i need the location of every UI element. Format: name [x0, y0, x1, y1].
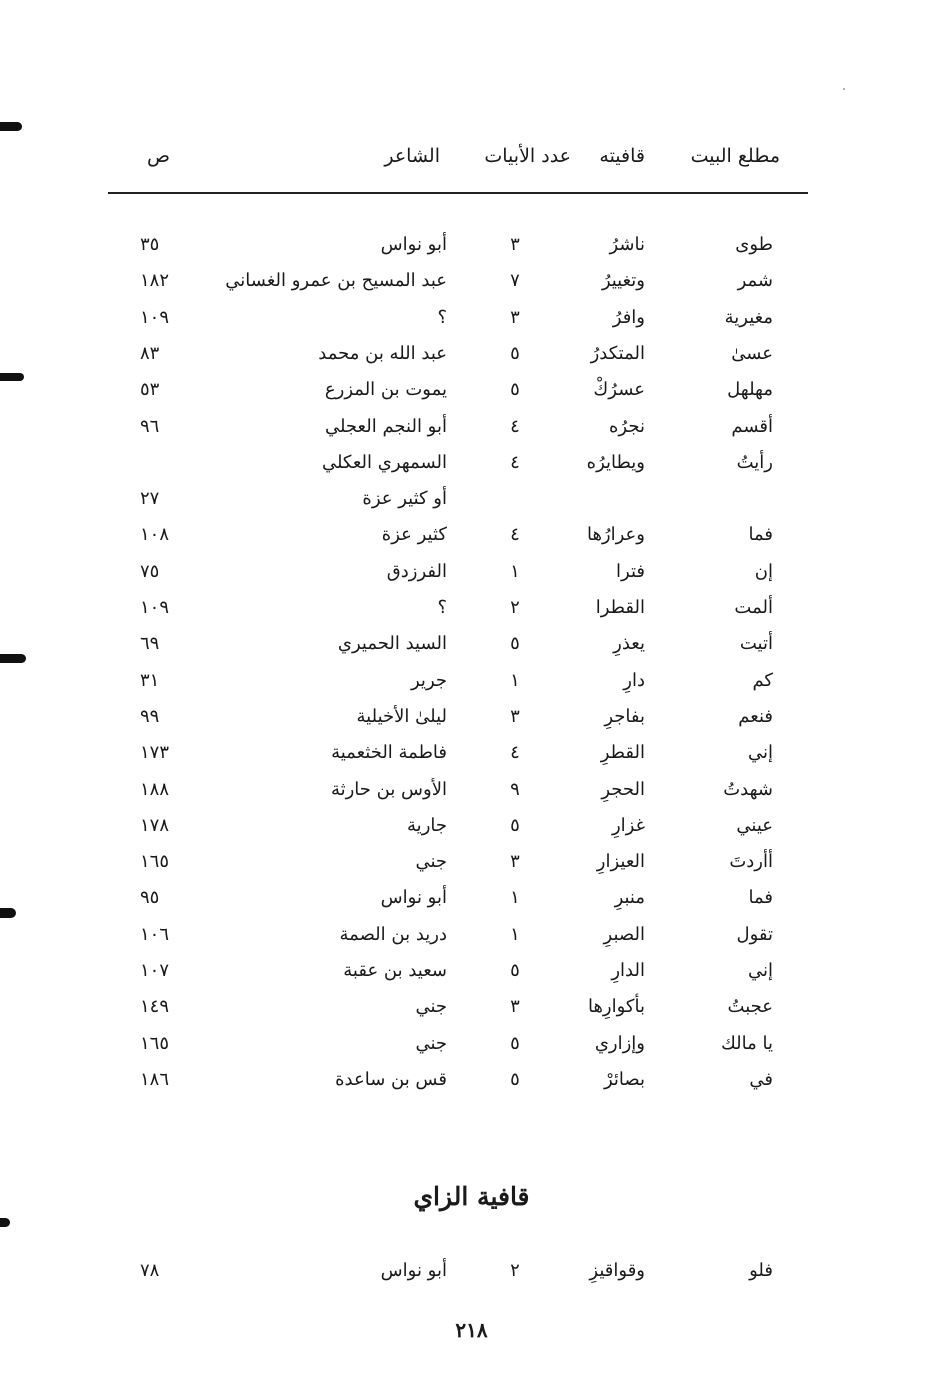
cell-qafia: بصائرْ: [603, 1068, 645, 1090]
table-row: [0, 1033, 943, 1067]
table-row: [0, 887, 943, 921]
cell-page: ٢٧: [140, 488, 160, 510]
cell-matla: مهلهل: [727, 379, 773, 401]
cell-count: ١: [510, 669, 520, 691]
cell-qafia: بفاجرِ: [604, 705, 645, 727]
cell-page: ١٠٩: [140, 597, 170, 618]
table-row: [0, 815, 943, 849]
cell-page: ٣٥: [140, 234, 160, 255]
cell-page: ١٨٢: [140, 270, 170, 292]
table-row: [0, 779, 943, 813]
cell-matla: شهدتُ: [723, 778, 773, 800]
cell-matla: عسىٰ: [731, 342, 773, 364]
cell-poet: جرير: [411, 669, 447, 691]
cell-qafia: ناشرُ: [609, 234, 645, 255]
cell-poet: عبد المسيح بن عمرو الغساني: [225, 270, 447, 292]
cell-qafia: المتكدرُ: [590, 342, 645, 364]
cell-poet: ؟: [437, 597, 447, 618]
table-row: [0, 416, 943, 450]
cell-matla: عجبتُ: [727, 996, 773, 1018]
cell-count: ٤: [510, 742, 520, 764]
cell-poet: دريد بن الصمة: [339, 923, 447, 945]
cell-count: ٣: [510, 851, 520, 873]
table-row: [0, 488, 943, 522]
cell-matla: أتيت: [739, 633, 773, 655]
cell-count: ٣: [510, 705, 520, 727]
cell-poet: أبو نواس: [380, 234, 447, 255]
cell-poet: جني: [415, 1032, 447, 1054]
cell-matla: في: [749, 1068, 773, 1090]
cell-poet: كثير عزة: [381, 524, 447, 546]
cell-qafia: دارِ: [623, 669, 645, 691]
cell-page: ١٤٩: [140, 996, 170, 1018]
cell-page: ٩٥: [140, 887, 160, 909]
cell-matla: كم: [752, 669, 773, 691]
cell-poet: أبو نواس: [380, 1260, 447, 1281]
cell-page: ٦٩: [140, 633, 160, 655]
cell-count: ٣: [510, 234, 520, 255]
cell-qafia: فترا: [616, 560, 645, 582]
cell-count: ٥: [510, 960, 520, 981]
table-row: [0, 1260, 943, 1294]
cell-matla: يا مالك: [721, 1032, 773, 1054]
cell-qafia: وعرارُها: [586, 524, 645, 546]
cell-poet: السمهري العكلي: [321, 451, 447, 473]
cell-poet: أبو النجم العجلي: [324, 415, 447, 437]
table-row: [0, 379, 943, 413]
header-qafia: قافيته: [599, 145, 645, 167]
cell-page: ١٨٨: [140, 778, 170, 800]
cell-matla: رأيتُ: [736, 451, 773, 473]
table-row: [0, 960, 943, 994]
cell-count: ٥: [510, 633, 520, 655]
cell-poet: عبد الله بن محمد: [318, 342, 447, 364]
cell-qafia: وتغييرُ: [601, 270, 645, 292]
cell-matla: أقسم: [731, 415, 773, 437]
cell-matla: مغيرية: [724, 306, 773, 328]
cell-count: ٥: [510, 1032, 520, 1054]
cell-page: ٧٥: [140, 560, 160, 582]
cell-matla: إن: [754, 560, 773, 582]
cell-qafia: عسرُكْ: [593, 379, 645, 401]
header-poet: الشاعر: [384, 145, 440, 167]
cell-count: ٣: [510, 306, 520, 328]
cell-count: ١: [510, 923, 520, 945]
table-row: [0, 524, 943, 558]
cell-poet: أبو نواس: [380, 887, 447, 909]
page-number: ٢١٨: [455, 1318, 488, 1342]
cell-poet: يموت بن المزرع: [324, 379, 447, 401]
table-row: [0, 1069, 943, 1103]
cell-page: ١٦٥: [140, 1032, 170, 1054]
cell-count: ٤: [510, 524, 520, 546]
cell-count: ٩: [510, 778, 520, 800]
table-row: [0, 742, 943, 776]
cell-matla: أأردتَ: [729, 851, 773, 873]
table-row: [0, 307, 943, 341]
cell-matla: شمر: [737, 270, 773, 292]
cell-matla: ألمت: [734, 597, 773, 618]
cell-count: ٥: [510, 342, 520, 364]
cell-poet: جني: [415, 851, 447, 873]
cell-poet: ؟: [437, 306, 447, 328]
table-row: [0, 633, 943, 667]
cell-qafia: وإزاري: [594, 1032, 645, 1054]
cell-poet: قس بن ساعدة: [335, 1068, 447, 1090]
cell-count: ٥: [510, 379, 520, 401]
cell-poet: الأوس بن حارثة: [330, 778, 447, 800]
cell-matla: إني: [747, 960, 773, 981]
table-row: [0, 924, 943, 958]
cell-qafia: العيزارِ: [596, 851, 645, 873]
table-row: [0, 996, 943, 1030]
cell-poet: أو كثير عزة: [362, 488, 447, 510]
table-row: [0, 234, 943, 268]
cell-page: ٩٦: [140, 415, 160, 437]
cell-page: ١٧٨: [140, 814, 170, 836]
cell-count: ٢: [510, 597, 520, 618]
cell-qafia: الصبرِ: [603, 923, 645, 945]
cell-page: ١٠٩: [140, 306, 170, 328]
table-row: [0, 706, 943, 740]
cell-page: ٨٣: [140, 342, 160, 364]
cell-page: ٧٨: [140, 1260, 160, 1281]
cell-qafia: الدارِ: [611, 960, 645, 981]
speck: [843, 88, 845, 90]
cell-count: ١: [510, 887, 520, 909]
table-row: [0, 597, 943, 631]
cell-matla: فنعم: [738, 705, 773, 727]
cell-page: ١٨٦: [140, 1068, 170, 1090]
cell-poet: جارية: [407, 814, 447, 836]
cell-matla: فما: [748, 887, 773, 909]
table-row: [0, 670, 943, 704]
cell-matla: طوى: [735, 234, 773, 255]
cell-count: ٤: [510, 451, 520, 473]
cell-matla: فلو: [749, 1260, 773, 1281]
cell-qafia: يعذرِ: [613, 633, 645, 655]
cell-count: ٤: [510, 415, 520, 437]
cell-page: ٥٣: [140, 379, 160, 401]
table-row: [0, 343, 943, 377]
table-row: [0, 561, 943, 595]
cell-matla: عيني: [736, 814, 773, 836]
cell-page: ١٧٣: [140, 742, 170, 764]
cell-qafia: بأكوارِها: [587, 996, 645, 1018]
cell-qafia: نجرُه: [609, 415, 645, 437]
cell-page: ٩٩: [140, 705, 160, 727]
cell-page: ١٦٥: [140, 851, 170, 873]
cell-qafia: الحجرِ: [601, 778, 645, 800]
cell-poet: فاطمة الخثعمية: [331, 742, 447, 764]
cell-qafia: غزارِ: [611, 814, 645, 836]
cell-page: ١٠٧: [140, 960, 170, 981]
cell-count: ٢: [510, 1260, 520, 1281]
header-page: ص: [147, 145, 170, 167]
header-count: عدد الأبيات: [484, 145, 571, 167]
cell-qafia: ويطايرُه: [586, 451, 645, 473]
table-row: [0, 270, 943, 304]
table-row: [0, 851, 943, 885]
cell-qafia: منبرِ: [614, 887, 645, 909]
cell-matla: فما: [748, 524, 773, 546]
cell-poet: سعيد بن عقبة: [343, 960, 447, 981]
cell-qafia: وافرُ: [612, 306, 645, 328]
cell-count: ٧: [510, 270, 520, 292]
cell-qafia: القطرِ: [600, 742, 645, 764]
cell-poet: الفرزدق: [386, 560, 447, 582]
cell-count: ٣: [510, 996, 520, 1018]
cell-qafia: وقواقيزِ: [589, 1260, 645, 1281]
cell-count: ١: [510, 560, 520, 582]
binding-mark: [0, 122, 22, 131]
table-row: [0, 452, 943, 486]
cell-matla: تقول: [736, 923, 773, 945]
cell-qafia: القطرا: [595, 597, 645, 618]
section-title: قافية الزاي: [413, 1182, 530, 1211]
cell-poet: جني: [415, 996, 447, 1018]
cell-poet: ليلىٰ الأخيلية: [356, 705, 447, 727]
cell-count: ٥: [510, 814, 520, 836]
cell-matla: إني: [747, 742, 773, 764]
cell-poet: السيد الحميري: [337, 633, 447, 655]
header-matla: مطلع البيت: [690, 145, 780, 167]
binding-mark: [0, 1218, 10, 1227]
cell-page: ١٠٦: [140, 923, 170, 945]
cell-count: ٥: [510, 1068, 520, 1090]
cell-page: ٣١: [140, 669, 160, 691]
cell-page: ١٠٨: [140, 524, 170, 546]
header-rule: [108, 192, 808, 194]
